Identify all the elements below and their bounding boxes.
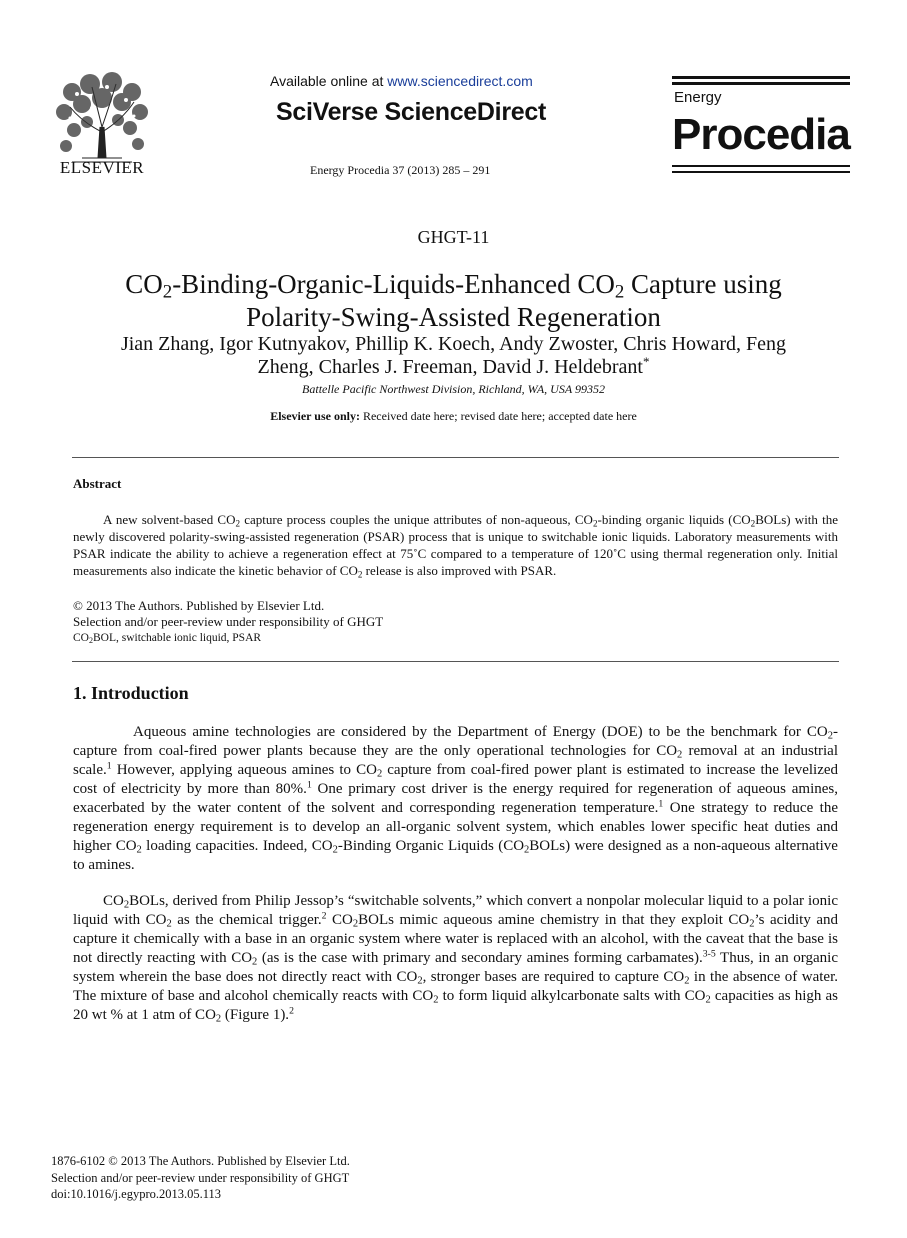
footer-peer-review: Selection and/or peer-review under responsibility of GHGT [51,1170,350,1185]
copyright-notice: © 2013 The Authors. Published by Elsevier Ltd. [73,598,325,613]
footer [51,1153,350,1203]
section-heading-introduction: 1. Introduction [73,683,189,703]
journal-rule [672,165,850,167]
abstract-heading: Abstract [73,476,122,491]
available-online [270,73,533,89]
intro-paragraph-1: Aqueous amine technologies are considered by the Department of Energy (DOE) to be the benchmark for $CO_2$-capture from coal-fired power plants because they are the only operational technologies for $CO_2$ removal at an industrial scale.$^1$ However, applying aqueous amines to $CO_2$ capture from coal-fired power plant is estimated to increase the levelized cost of electricity by more than 80%.$^1$ One primary cost driver is the energy required for regeneration of aqueous amines, exacerbated by the water content of the solvent and corresponding regeneration temperature.$^1$ One strategy to reduce the regeneration energy requirement is to develop an all-organic solvent system, which enables lower specific heat duties and higher $CO_2$ loading capacities. Indeed, $CO_2$-Binding Organic Liquids $(CO_2BOLs)$ were designed as a non-aqueous alternative to amines. [73,724,839,873]
journal-name-small: Energy [674,89,722,106]
affiliation: Battelle Pacific Northwest Division, Richland, WA, USA 99352 [302,382,605,396]
divider [72,661,839,662]
publisher-name: ELSEVIER [59,158,145,177]
sciencedirect-link[interactable]: www.sciencedirect.com [387,73,533,89]
journal-rule [672,82,850,85]
journal-name-large: Procedia [672,110,850,159]
platform-name: SciVerse ScienceDirect [276,98,546,126]
journal-rule [672,76,850,79]
peer-review-notice: Selection and/or peer-review under responsibility of GHGT [73,614,384,629]
divider [72,457,839,458]
keywords: $CO_2BOL$, switchable ionic liquid, PSAR [73,632,262,645]
journal-citation: Energy Procedia 37 (2013) 285 – 291 [310,163,491,177]
footer-issn-copyright: 1876-6102 © 2013 The Authors. Published by Elsevier Ltd. [51,1154,350,1168]
conference-name: GHGT-11 [417,227,490,247]
abstract-text: A new solvent-based $CO_2$ capture process couples the unique attributes of non-aqueous, $CO_2$-binding organic liquids $(CO_2BOLs)$ with the newly discovered polarity-swing-assisted regeneration (PSAR) process that is unique to switchable ionic liquids. Laboratory measurements with PSAR indicate the ability to achieve a regeneration effect at 75˚C compared to a temperature of 120˚C using thermal regeneration only. Initial measurements also indicate the kinetic behavior of $CO_2$ release is also improved with PSAR. [73,512,838,580]
corresponding-author-mark: * [642,353,650,369]
author-list: Jian Zhang, Igor Kutnyakov, Phillip K. Koech, Andy Zwoster, Chris Howard, Feng Zheng, Charles J. Freeman, David J. Heldebrant* [120,333,787,378]
publication-dates: Elsevier use only: Received date here; revised date here; accepted date here [270,409,637,423]
footer-doi[interactable]: doi:10.1016/j.egypro.2013.05.113 [51,1187,222,1201]
intro-paragraph-2: $CO_2BOLs$, derived from Philip Jessop’s “switchable solvents,” which convert a nonpolar molecular liquid to a polar ionic liquid with $CO_2$ as the chemical trigger.$^2$ $CO_2BOLs$ mimic aqueous amine chemistry in that they exploit $CO_2’s$ acidity and capture it chemically with a base in an organic system where water is replaced with an alcohol, with the caveat that the base is not directly reacting with $CO_2$ (as is the case with primary and secondary amines forming carbamates).$^{3-5}$ Thus, in an organic system wherein the base does not directly react with $CO_2$, stronger bases are required to capture $CO_2$ in the absence of water. The mixture of base and alcohol chemically reacts with $CO_2$ to form liquid alkylcarbonate salts with $CO_2$ capacities as high as 20 wt % at 1 atm of $CO_2$ (Figure 1).$^2$ [73,893,838,1025]
journal-rule [672,171,850,173]
paper-title: $CO_2-Binding-Organic-Liquids$-Enhanced $CO_2$ Capture using Polarity-Swing-Assisted Regeneration [125,269,782,332]
available-prefix: Available online at [270,73,388,89]
